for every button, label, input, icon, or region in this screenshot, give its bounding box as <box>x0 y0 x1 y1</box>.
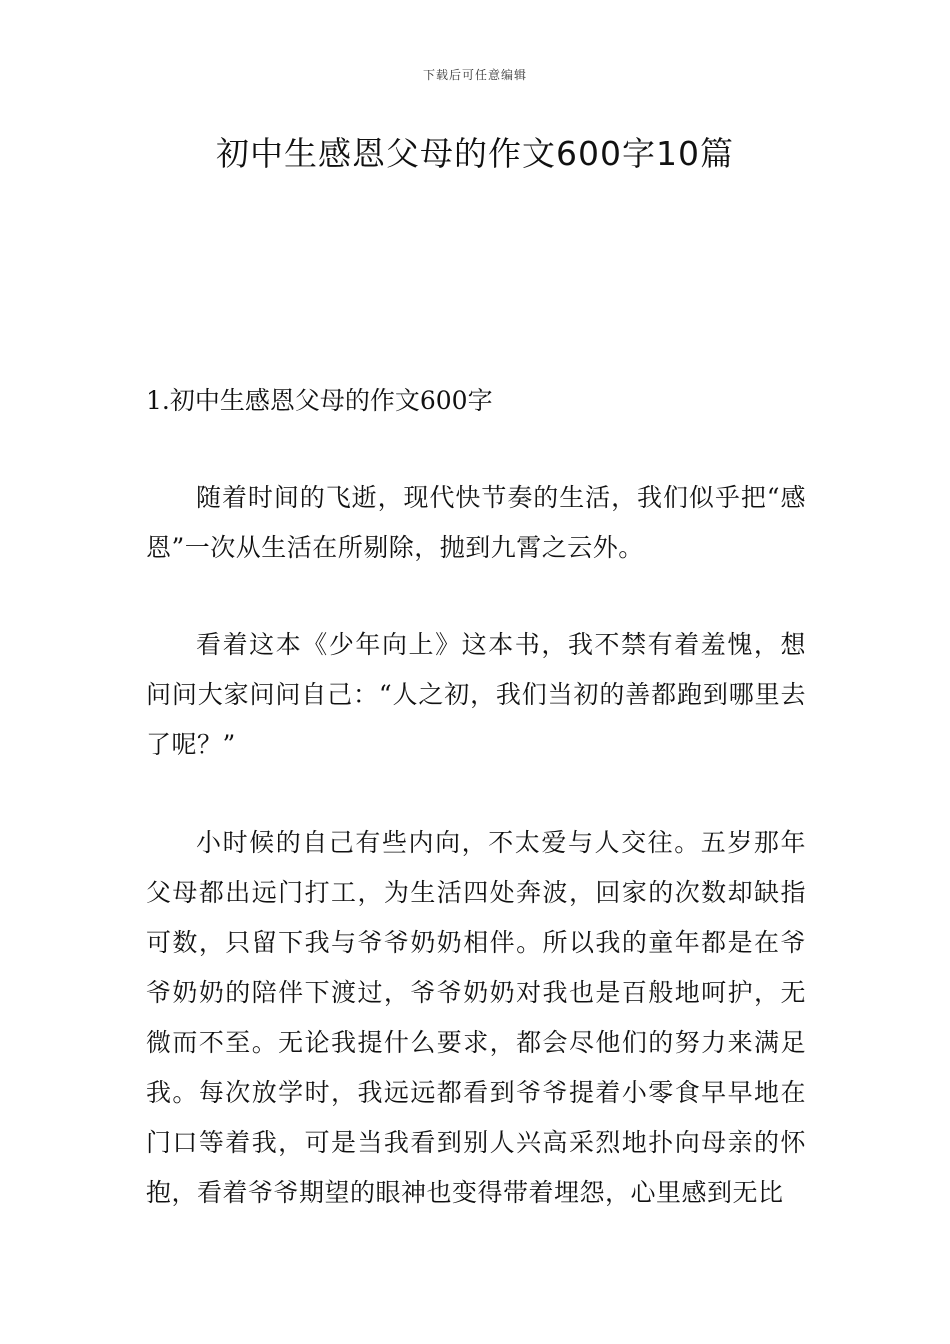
document-title: 初中生感恩父母的作文600字10篇 <box>216 134 734 173</box>
paragraph: 小时候的自己有些内向，不太爱与人交往。五岁那年父母都出远门打工，为生活四处奔波，回家的次数却缺指可数，只留下我与爷爷奶奶相伴。所以我的童年都是在爷爷奶奶的陪伴下渡过，爷爷奶奶对我也是百般地呵护，无微而不至。无论我提什么要求，都会尽他们的努力来满足我。每次放学时，我远远都看到爷爷提着小零食早早地在门口等着我，可是当我看到别人兴高采烈地扑向母亲的怀抱，看着爷爷期望的眼神也变得带着埋怨，心里感到无比 <box>146 828 806 1207</box>
paragraph: 随着时间的飞逝，现代快节奏的生活，我们似乎把“感恩”一次从生活在所剔除，抛到九霄之云外。 <box>146 483 806 562</box>
section-heading: 1.初中生感恩父母的作文600字 <box>146 386 493 415</box>
header-note: 下载后可任意编辑 <box>422 68 527 82</box>
paragraph: 看着这本《少年向上》这本书，我不禁有着羞愧，想问问大家问问自己：“人之初，我们当初的善都跑到哪里去了呢？” <box>146 630 806 759</box>
